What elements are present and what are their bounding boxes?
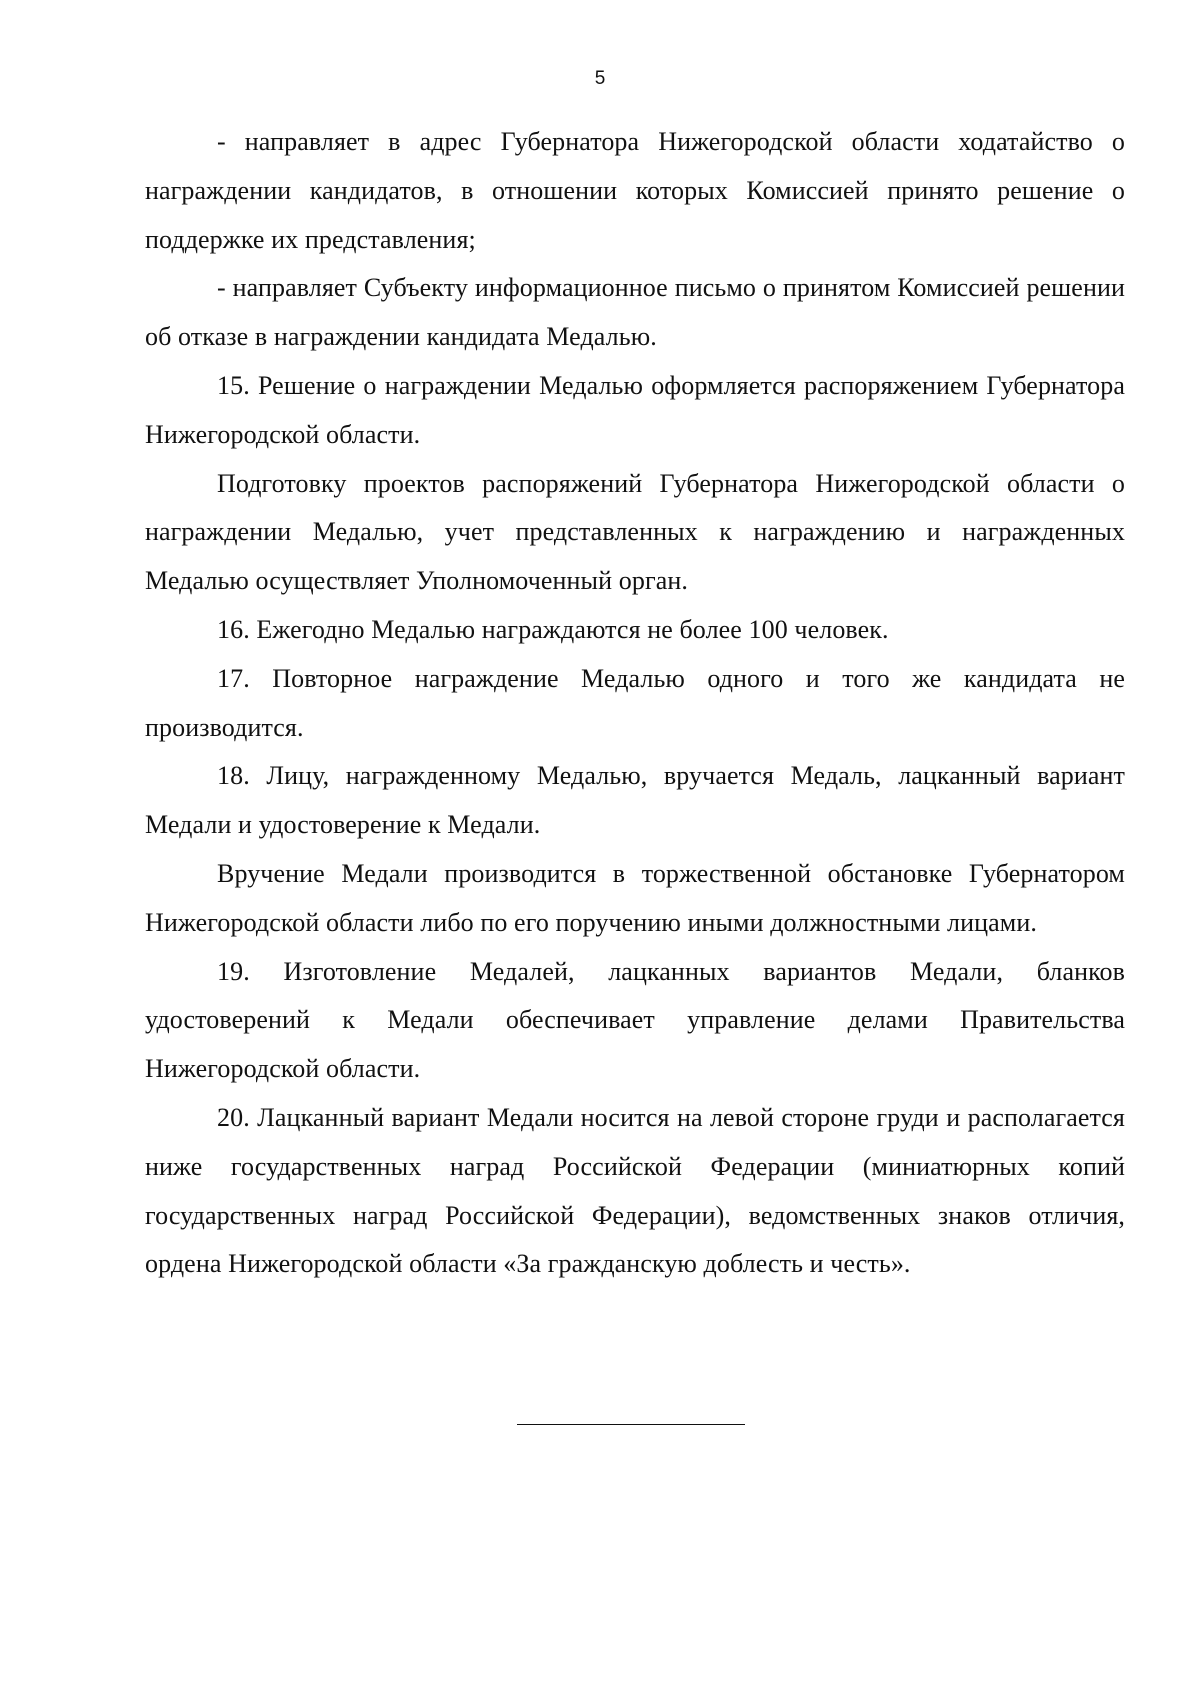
paragraph-item-17: 17. Повторное награждение Медалью одного и того же кандидата не производится. (145, 663, 1125, 742)
paragraph-refusal-letter: - направляет Субъекту информационное письмо о принятом Комиссией решении об отказе в награждении кандидата Медалью. (145, 273, 1125, 352)
paragraph-item-20: 20. Лацканный вариант Медали носится на левой стороне груди и располагается ниже государственных наград Российской Федерации (миниатюрных копий государственных наград Российской Федерации), ведомственных знаков отличия, ордена Нижегородской области «За гражданскую доблесть и честь». (145, 1102, 1125, 1279)
paragraph-item-16: 16. Ежегодно Медалью награждаются не более 100 человек. (217, 614, 889, 644)
document-body (145, 118, 1125, 1289)
page-number: 5 (594, 68, 606, 89)
paragraph-order-preparation: Подготовку проектов распоряжений Губернатора Нижегородской области о награждении Медалью, учет представленных к награждению и награжденных Медалью осуществляет Уполномоченный орган. (145, 468, 1125, 596)
paragraph-item-18: 18. Лицу, награжденному Медалью, вручается Медаль, лацканный вариант Медали и удостоверение к Медали. (145, 761, 1125, 840)
paragraph-petition-to-governor: - направляет в адрес Губернатора Нижегородской области ходатайство о награждении кандидатов, в отношении которых Комиссией принято решение о поддержке их представления; (145, 127, 1125, 254)
paragraph-item-19: 19. Изготовление Медалей, лацканных вариантов Медали, бланков удостоверений к Медали обеспечивает управление делами Правительства Нижегородской области. (145, 956, 1125, 1084)
paragraph-award-ceremony: Вручение Медали производится в торжественной обстановке Губернатором Нижегородской области либо по его поручению иными должностными лицами. (145, 858, 1125, 937)
end-of-document-divider (517, 1424, 745, 1425)
paragraph-item-15: 15. Решение о награждении Медалью оформляется распоряжением Губернатора Нижегородской области. (145, 370, 1125, 449)
